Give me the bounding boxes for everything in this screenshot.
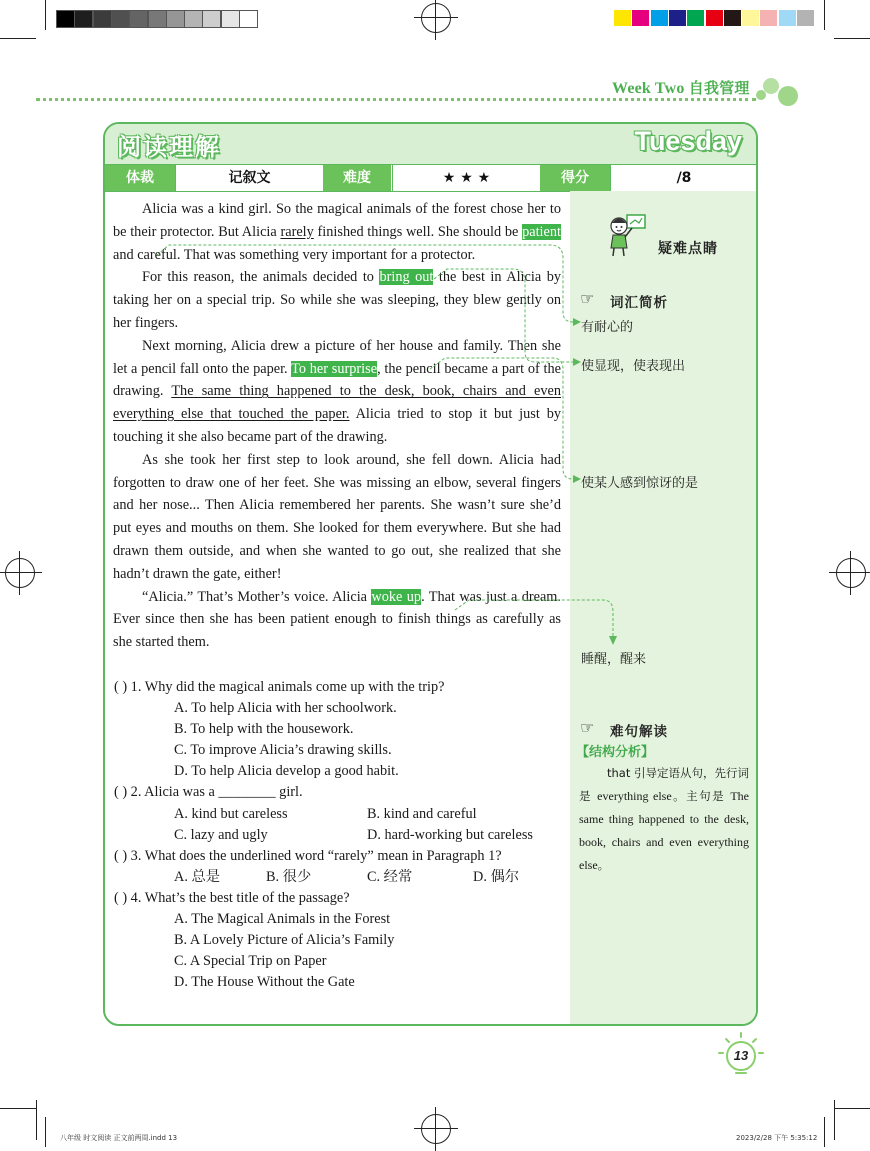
crop-mark xyxy=(834,38,870,39)
sentence-heading: 难句解读 xyxy=(610,724,668,740)
week-header xyxy=(612,77,750,98)
difficulty-value: ★ ★ ★ xyxy=(392,165,541,191)
q2-option-c: C. lazy and ugly xyxy=(174,826,268,843)
highlight-patient: patient xyxy=(522,223,561,240)
crop-mark xyxy=(824,0,825,30)
paragraph-5: “Alicia.” That’s Mother’s voice. Alicia woke up. That was just a dream. Ever since then she has been patient enough to finish things as carefully as she started them. xyxy=(113,588,562,651)
week-label: Week Two xyxy=(612,80,685,97)
q4-option-b: B. A Lovely Picture of Alicia’s Family xyxy=(174,932,395,949)
color-swatch xyxy=(779,10,796,26)
highlight-to-her-surprise: To her surprise xyxy=(291,360,378,377)
color-swatch xyxy=(632,10,649,26)
vocab-note-bring-out: 使显现，使表现出 xyxy=(581,359,686,374)
gray-swatch xyxy=(74,10,93,28)
registration-mark-bottom xyxy=(421,1114,451,1144)
paragraph-3: Next morning, Alicia drew a picture of her house and family. Then she let a pencil fall onto the paper. To her surprise, the pencil became a part of the drawing. The same thing happened to the desk, book, chairs and even everything else that touched the paper. Alicia tried to stop it but just by touching it she also became part of the drawing. xyxy=(113,337,562,445)
crop-mark xyxy=(0,38,36,39)
vocab-heading: 词汇简析 xyxy=(610,295,668,311)
q2-option-a: A. kind but careless xyxy=(174,805,288,822)
footer-timestamp: 2023/2/28 下午 5:35:12 xyxy=(736,1134,818,1142)
page-number: 13 xyxy=(726,1041,756,1071)
q1-option-b: B. To help with the housework. xyxy=(174,721,354,738)
q1-option-a: A. To help Alicia with her schoolwork. xyxy=(174,700,397,717)
question-3: ( ) 3. What does the underlined word “rarely” mean in Paragraph 1? xyxy=(114,847,502,864)
underlined-sentence: The same thing happened to the desk, book, chairs and even everything else that touched the paper. xyxy=(113,383,561,423)
q4-option-d: D. The House Without the Gate xyxy=(174,974,355,991)
gray-swatch xyxy=(129,10,148,28)
color-swatch xyxy=(760,10,777,26)
gray-swatch xyxy=(239,10,258,28)
week-theme: 自我管理 xyxy=(688,79,750,97)
paragraph-2: For this reason, the animals decided to bring out the best in Alicia by taking her on a special trip. So while she was sleeping, they blew gently on her fingers. xyxy=(113,269,561,331)
vocab-note-woke-up: 睡醒，醒来 xyxy=(581,652,647,667)
gray-swatch xyxy=(93,10,112,28)
gray-swatch xyxy=(166,10,185,28)
paragraph-4: As she took her first step to look around, she fell down. Alicia had forgotten to draw one of her feet. She was missing an elbow, several fingers and her nose... Then Alicia remembered her parents. She wasn’t sure she’d put eyes and mouths on them. She looked for them everywhere. But she had drawn them outside, and when she wanted to go out, she realized that she hadn’t drawn the gate, either! xyxy=(113,451,561,582)
q4-option-a: A. The Magical Animals in the Forest xyxy=(174,911,391,928)
color-swatch xyxy=(651,10,668,26)
q3-option-b: B. 很少 xyxy=(266,868,312,885)
question-4: ( ) 4. What’s the best title of the passage? xyxy=(114,889,350,906)
registration-mark-top xyxy=(421,3,451,33)
q1-option-c: C. To improve Alicia’s drawing skills. xyxy=(174,742,392,759)
registration-mark-right xyxy=(836,558,866,588)
crop-mark xyxy=(834,1108,870,1109)
color-swatch xyxy=(614,10,631,26)
gray-swatch xyxy=(111,10,130,28)
section-title: 阅读理解 xyxy=(117,133,221,161)
crop-mark xyxy=(36,1100,37,1140)
genre-label: 体裁 xyxy=(105,165,175,191)
structure-analysis-text: that 引导定语从句，先行词是 everything else。主句是 The same thing happened to the desk, book, chairs and even everything else。 xyxy=(579,766,750,872)
gray-swatch xyxy=(148,10,167,28)
highlight-woke-up: woke up xyxy=(371,588,422,605)
question-1: ( ) 1. Why did the magical animals come up with the trip? xyxy=(114,679,445,695)
gray-swatch xyxy=(56,10,75,28)
genre-value: 记叙文 xyxy=(175,165,324,191)
difficulty-label: 难度 xyxy=(323,165,391,191)
score-value: /8 xyxy=(610,165,757,191)
note-connector-lines xyxy=(105,124,756,1024)
decor-bubble xyxy=(778,86,798,106)
gray-swatch xyxy=(202,10,221,28)
registration-mark-left xyxy=(5,558,35,588)
q4-option-c: C. A Special Trip on Paper xyxy=(174,953,327,970)
day-title: Tuesday xyxy=(634,126,742,156)
vocab-note-to-her-surprise: 使某人感到惊讶的是 xyxy=(581,476,699,491)
decor-bubble xyxy=(763,78,779,94)
crop-mark xyxy=(834,1100,835,1140)
crop-mark xyxy=(0,1108,36,1109)
color-swatch xyxy=(797,10,814,26)
structure-analysis-label: 【结构分析】 xyxy=(576,745,655,760)
gray-swatch xyxy=(221,10,240,28)
crop-mark xyxy=(45,0,46,30)
sidebar-title: 疑难点睛 xyxy=(658,241,718,257)
color-swatch xyxy=(742,10,759,26)
pointing-hand-icon: ☞ xyxy=(580,289,595,308)
score-label: 得分 xyxy=(540,165,610,191)
color-swatch xyxy=(706,10,723,26)
crop-mark xyxy=(824,1117,825,1147)
color-swatch xyxy=(687,10,704,26)
highlight-bring-out: bring out xyxy=(379,269,434,286)
gray-swatch xyxy=(184,10,203,28)
q3-option-a: A. 总是 xyxy=(174,868,221,885)
question-2: ( ) 2. Alicia was a ________ girl. xyxy=(114,784,303,801)
q3-option-c: C. 经常 xyxy=(367,868,413,885)
header-rule xyxy=(36,98,756,101)
q1-option-d: D. To help Alicia develop a good habit. xyxy=(174,763,399,780)
q2-option-b: B. kind and careful xyxy=(367,805,477,822)
crop-mark xyxy=(45,1117,46,1147)
color-swatch xyxy=(669,10,686,26)
paragraph-1: Alicia was a kind girl. So the magical animals of the forest chose her to be their protector. But Alicia rarely finished things well. She should be patient and careful. That was something very important for a protector. xyxy=(113,201,561,263)
vocab-note-patient: 有耐心的 xyxy=(581,320,634,335)
pointing-hand-icon: ☞ xyxy=(580,718,595,737)
color-swatch xyxy=(724,10,741,26)
footer-file-info: 八年级 时文阅读 正文前两周.indd 13 xyxy=(60,1134,178,1142)
underlined-word-rarely: rarely xyxy=(280,223,314,240)
reading-card xyxy=(103,122,758,1026)
q2-option-d: D. hard-working but careless xyxy=(367,826,533,843)
q3-option-d: D. 偶尔 xyxy=(473,868,520,885)
